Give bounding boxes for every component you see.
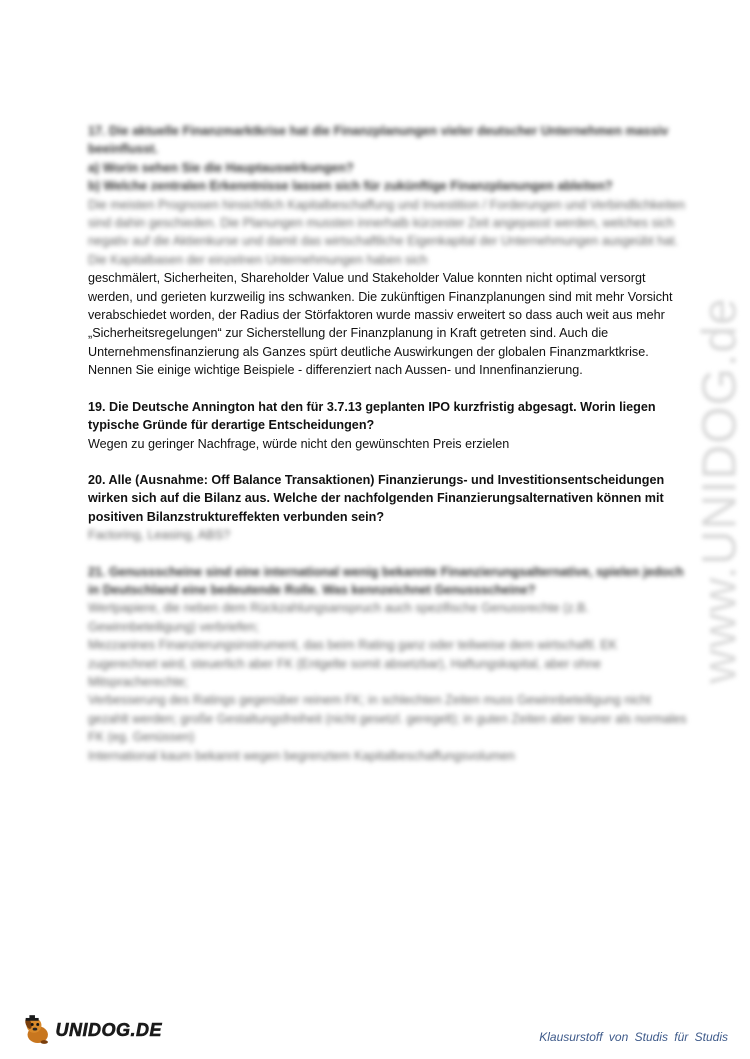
question-17-title: 17. Die aktuelle Finanzmarktkrise hat die Finanzplanungen vieler deutscher Unternehmen massiv beeinflusst. [88, 124, 669, 157]
answer-17-visible: geschmälert, Sicherheiten, Shareholder Value und Stakeholder Value konnten nicht optimal versorgt werden, und gerieten kurzweilig ins schwanken. Die zukünftigen Finanzplanungen sind mit mehr Vorsicht verabschiedet worden, der Radius der Störfaktoren wurde massiv erweitert so dass auch weit aus mehr „Sicherheitsregelungen“ zur Sicherstellung der Finanzplanung in Kraft getreten sind. Auch die Unternehmensfinanzierung als Ganzes spürt deutliche Auswirkungen der globalen Finanzmarktkrise. Nennen Sie einige wichtige Beispiele - differenziert nach Aussen- und Innenfinanzierung. [88, 271, 673, 378]
footer-tagline: Klausurstoff von Studis für Studis [539, 1030, 728, 1044]
answer-21-line: Verbesserung des Ratings gegenüber reinem FK; in schlechten Zeiten muss Gewinnbeteiligung nicht gezahlt werden; große Gestaltungsfreiheit (nicht gesetzl. geregelt); in guten Zeiten aber teurer als normales FK (eg. Genüssen) [88, 693, 687, 745]
answer-20-blurred: Factoring, Leasing, ABS? [88, 528, 231, 543]
answer-21-line: International kaum bekannt wegen begrenztem Kapitalbeschaffungsvolumen [88, 748, 515, 763]
answer-21-line: Wertpapiere, die neben dem Rückzahlungsanspruch auch spezifische Genussrechte (z.B. Gewinnbeteiligung) verbriefen; [88, 601, 589, 634]
answer-21-blurred [88, 599, 688, 765]
document-body [88, 122, 688, 765]
answer-21-line: Mezzanines Finanzierungsinstrument, das beim Rating ganz oder teilweise dem wirtschaftl. EK zugerechnet wird, steuerlich aber FK (Entgelte somit absetzbar), Haftungskapital, aber ohne Mitspracherechte; [88, 638, 618, 689]
question-17a: a) Worin sehen Sie die Hauptauswirkungen? [88, 160, 354, 175]
dog-mascot-icon [22, 1013, 53, 1047]
unidog-logo [22, 1010, 162, 1050]
answer-19: Wegen zu geringer Nachfrage, würde nicht den gewünschten Preis erzielen [88, 436, 510, 451]
answer-17-blurred: Die meisten Prognosen hinsichtlich Kapitalbeschaffung und Investition / Forderungen und Verbindlichkeiten sind dahin geschieden. Die Planungen mussten innerhalb kürzester Zeit angepasst werden, welches sich negativ auf die Aktienkurse und damit das wirtschaftliche Eigenkapital der Unternehmungen ausgeübt hat. Die Kapitalbasen der einzelnen Unternehmungen haben sich [88, 197, 685, 267]
logo-text: UNIDOG.DE [55, 1019, 162, 1040]
question-21-blurred: 21. Genussscheine sind eine international wenig bekannte Finanzierungsalternative, spielen jedoch in Deutschland eine bedeutende Rolle. Was kennzeichnet Genussscheine? [88, 564, 684, 597]
question-19: 19. Die Deutsche Annington hat den für 3.7.13 geplanten IPO kurzfristig abgesagt. Worin liegen typische Gründe für derartige Entscheidungen? [88, 399, 656, 433]
question-17-blurred [88, 122, 688, 196]
question-17b: b) Welche zentralen Erkenntnisse lassen sich für zukünftige Finanzplanungen ableiten? [88, 179, 613, 194]
watermark-text: www.UNIDOG.de [693, 296, 747, 684]
question-20: 20. Alle (Ausnahme: Off Balance Transaktionen) Finanzierungs- und Investitionsentscheidungen wirken sich auf die Bilanz aus. Welche der nachfolgenden Finanzierungsalternativen können mit positiven Bilanzstruktureffekten verbunden sein? [88, 472, 665, 524]
watermark [690, 230, 750, 750]
